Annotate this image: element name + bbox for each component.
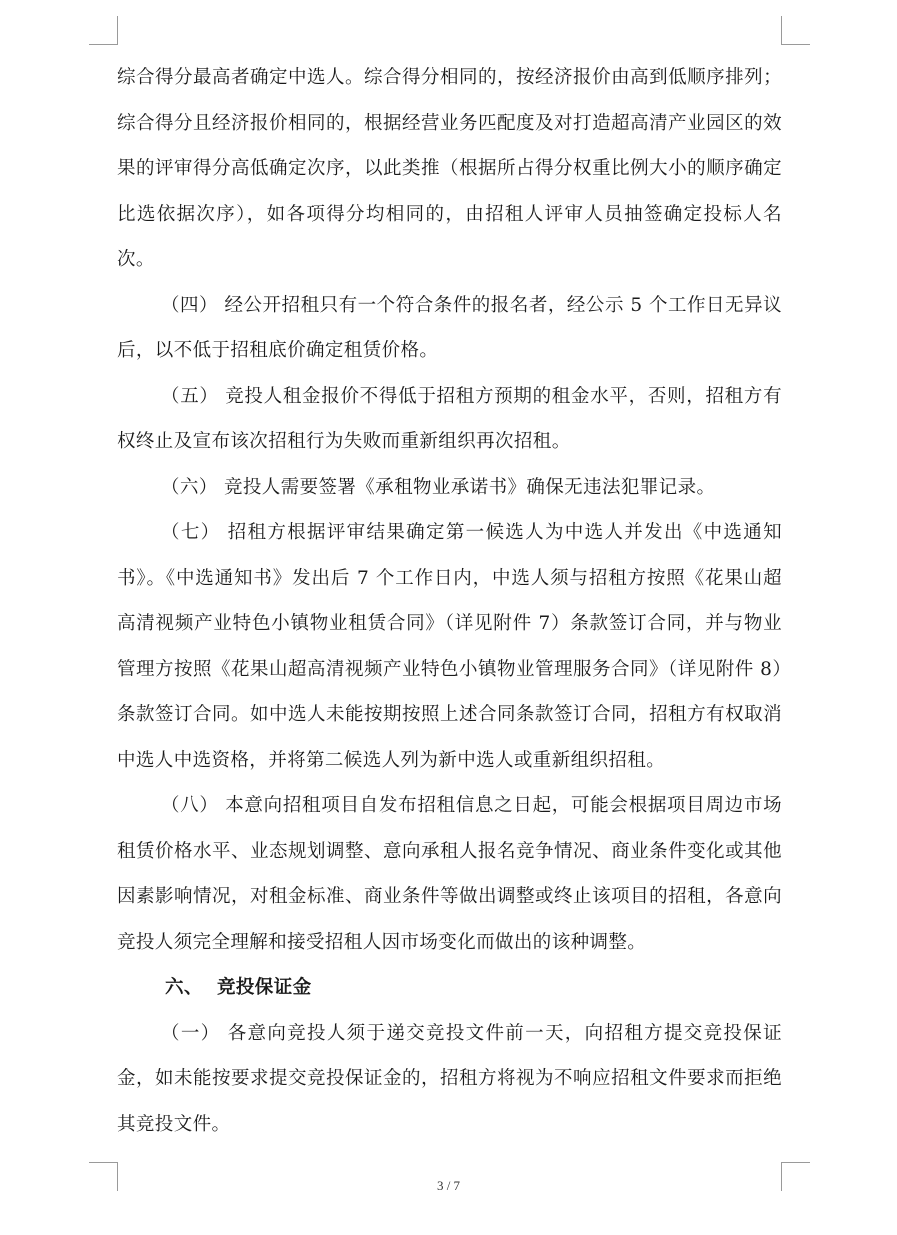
section-title: 竞投保证金: [217, 977, 312, 998]
paragraph-item-6: （六） 竞投人需要签署《承租物业承诺书》确保无违法犯罪记录。: [161, 476, 716, 498]
page-body: [117, 55, 782, 1147]
paragraph-item-7: （七） 招租方根据评审结果确定第一候选人为中选人并发出《中选通知书》。《中选通知书》发出后 7 个工作日内，中选人须与招租方按照《花果山超高清视频产业特色小镇物业租赁合同》（详见附件 7）条款签订合同，并与物业管理方按照《花果山超高清视频产业特色小镇物业管理服务合同》（详见附件 8）条款签订合同。如中选人未能按期按照上述合同条款签订合同，招租方有权取消中选人中选资格，并将第二候选人列为新中选人或重新组织招租。: [117, 522, 782, 771]
section-number: 六、: [165, 977, 203, 998]
paragraph-item-5: （五） 竞投人租金报价不得低于招租方预期的租金水平，否则，招租方有权终止及宣布该次招租行为失败而重新组织再次招租。: [117, 385, 782, 452]
paragraph-deposit-item-1: （一） 各意向竞投人须于递交竞投文件前一天，向招租方提交竞投保证金，如未能按要求提交竞投保证金的，招租方将视为不响应招租文件要求而拒绝其竞投文件。: [117, 1022, 782, 1135]
paragraph-scoring-continuation: 综合得分最高者确定中选人。综合得分相同的，按经济报价由高到低顺序排列；综合得分且经济报价相同的，根据经营业务匹配度及对打造超高清产业园区的效果的评审得分高低确定次序，以此类推（根据所占得分权重比例大小的顺序确定比选依据次序），如各项得分均相同的，由招租人评审人员抽签确定投标人名次。: [117, 67, 782, 270]
crop-mark-top-right: [781, 16, 810, 45]
section-heading-deposit: [117, 965, 782, 1011]
paragraph-item-4: （四） 经公开招租只有一个符合条件的报名者，经公示 5 个工作日无异议后，以不低于招租底价确定租赁价格。: [117, 294, 782, 361]
page-number: 3 / 7: [436, 1178, 461, 1193]
paragraph-item-8: （八） 本意向招租项目自发布招租信息之日起，可能会根据项目周边市场租赁价格水平、业态规划调整、意向承租人报名竞争情况、商业条件变化或其他因素影响情况，对租金标准、商业条件等做出调整或终止该项目的招租，各意向竞投人须完全理解和接受招租人因市场变化而做出的该种调整。: [117, 795, 782, 953]
crop-mark-top-left: [89, 16, 118, 45]
